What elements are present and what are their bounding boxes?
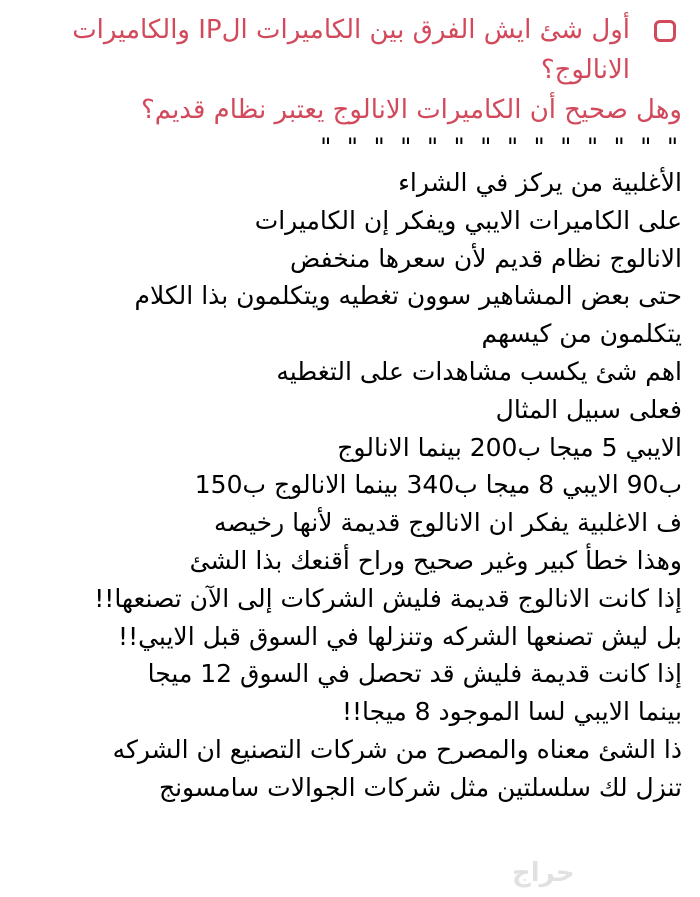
body-line: حتى بعض المشاهير سوون تغطيه ويتكلمون بذا الكلام: [134, 281, 682, 311]
body-line: ف الاغلبية يفكر ان الانالوج قديمة لأنها رخيصه: [214, 508, 682, 538]
body-text: [14, 164, 682, 807]
body-line: بينما الايبي لسا الموجود 8 ميجا!!: [341, 697, 682, 727]
question-line-3: وهل صحيح أن الكاميرات الانالوج يعتبر نظام قديم؟: [140, 95, 682, 125]
body-line: الانالوج نظام قديم لأن سعرها منخفض: [290, 243, 682, 273]
body-line: ذا الشئ معناه والمصرح من شركات التصنيع ان الشركه: [112, 734, 682, 764]
haraj-watermark-logo: حراج: [512, 858, 575, 888]
quote-marks-line: " " " " " " " " " " " " " ": [320, 133, 682, 161]
body-line: اهم شئ يكسب مشاهدات على التغطيه: [276, 356, 682, 386]
checkbox-icon[interactable]: [654, 20, 676, 42]
body-line: فعلى سبيل المثال: [495, 394, 682, 424]
body-line: الأغلبية من يركز في الشراء: [398, 168, 682, 197]
body-line: الايبي 5 ميجا ب200 بينما الانالوج: [337, 432, 682, 462]
body-line: يتكلمون من كيسهم: [481, 319, 682, 349]
question-line-1: أول شئ ايش الفرق بين الكاميرات الIP والكاميرات: [72, 15, 630, 45]
body-line: إذا كانت قديمة فليش قد تحصل في السوق 12 ميجا: [147, 659, 682, 689]
body-line: على الكاميرات الايبي ويفكر إن الكاميرات: [254, 205, 682, 235]
question-header: [14, 0, 682, 162]
question-line-2: الانالوج؟: [540, 55, 630, 85]
body-line: وهذا خطأ كبير وغير صحيح وراح أقنعك بذا الشئ: [189, 545, 682, 575]
body-line: إذا كانت الانالوج قديمة فليش الشركات إلى الآن تصنعها!!: [94, 583, 682, 613]
body-line: بل ليش تصنعها الشركه وتنزلها في السوق قبل الايبي!!: [118, 621, 682, 651]
body-line: ب90 الايبي 8 ميجا ب340 بينما الانالوج ب150: [194, 470, 682, 500]
body-line: تنزل لك سلسلتين مثل شركات الجوالات سامسونج: [158, 772, 682, 802]
